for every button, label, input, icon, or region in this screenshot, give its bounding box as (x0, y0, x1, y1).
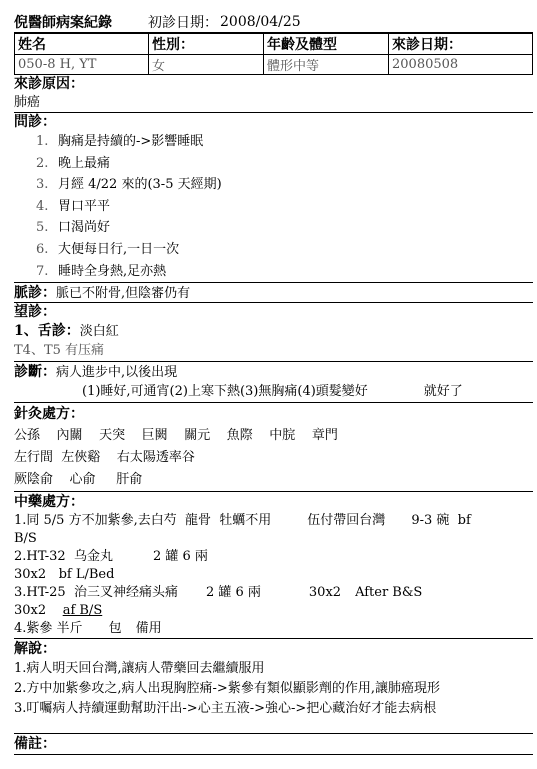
diagnosis-label: 診斷： (14, 364, 56, 381)
patient-info-table (14, 33, 533, 75)
herbal-line-3b: 30x2 af B/S (14, 603, 103, 619)
list-item: 4. 胃口平平 (36, 198, 111, 214)
herbal-line-4: 4.紫參 半斤 包 備用 (14, 621, 162, 637)
acupuncture-section (14, 403, 533, 492)
observation-label: 望診： (14, 304, 56, 321)
acupoint-row-3: 厥陰俞 心俞 肝俞 (14, 472, 143, 488)
explanation-section (14, 639, 533, 734)
list-item: 7. 睡時全身熱,足亦熱 (36, 263, 167, 279)
reason-value: 肺癌 (14, 95, 41, 110)
acupoint-row-2: 左行間 左俠谿 右太陽透率谷 (14, 450, 195, 466)
diagnosis-section (14, 362, 533, 403)
inquiry-section (14, 113, 533, 283)
record-header (14, 12, 533, 33)
explanation-line-2: 2.方中加紫參攻之,病人出現胸腔痛->紫參有類似顯影劑的作用,讓肺癌現形 (14, 681, 440, 697)
tongue-line (14, 321, 533, 341)
tenderness-note: T4、T5 有压痛 (14, 343, 105, 359)
pulse-section (14, 283, 533, 303)
tongue-value: 淡白紅 (79, 324, 119, 340)
name-value: 050-8 H, YT (15, 55, 149, 75)
record-title: 倪醫師病案紀錄 (14, 15, 112, 31)
inquiry-label: 問診： (14, 114, 56, 130)
herbal-line-2: 2.HT-32 乌金丸 2 罐 6 兩 (14, 549, 208, 565)
inquiry-list (14, 131, 533, 282)
visit-date-value: 20080508 (389, 55, 533, 75)
diagnosis-line2: (1)睡好,可通宵(2)上寒下熱(3)無胸痛(4)頭髮變好 (82, 384, 368, 400)
herbal-section (14, 492, 533, 639)
explanation-line-1: 1.病人明天回台灣,讓病人帶藥回去繼續服用 (14, 661, 265, 677)
sex-label: 性別： (149, 34, 264, 55)
name-label: 姓名 (15, 34, 149, 55)
remarks-label: 備註： (14, 736, 56, 753)
list-item: 6. 大便每日行,一日一次 (36, 241, 180, 257)
visit-date-label: 來診日期： (389, 34, 533, 55)
pulse-value: 脈已不附骨,但陰審仍有 (56, 286, 191, 302)
explanation-label: 解說： (14, 641, 56, 658)
age-build-label: 年齡及體型 (264, 34, 389, 55)
pulse-label: 脈診： (14, 285, 56, 302)
remarks-section (14, 734, 533, 755)
tongue-label: 1、舌診： (14, 323, 80, 340)
diagnosis-line1: 病人進步中,以後出現 (56, 365, 178, 381)
first-visit-date: 2008/04/25 (220, 14, 301, 30)
acupuncture-label: 針灸處方： (14, 406, 84, 423)
herbal-line-1b: B/S (14, 531, 37, 547)
list-item: 1. 胸痛是持續的->影響睡眠 (36, 134, 204, 149)
list-item: 3. 月經 4/22 來的(3-5 天經期) (36, 177, 222, 193)
explanation-line-3: 3.叮囑病人持續運動幫助汗出->心主五液->強心->把心藏治好才能去病根 (14, 701, 437, 717)
acupoint-row-1: 公孫 內關 天突 巨闕 關元 魚際 中脘 章門 (14, 428, 338, 444)
herbal-label: 中藥處方： (14, 494, 84, 511)
list-item: 2. 晚上最痛 (36, 155, 111, 171)
sex-value: 女 (149, 55, 264, 75)
list-item: 5. 口渴尚好 (36, 220, 111, 236)
herbal-line-3: 3.HT-25 治三叉神经痛头痛 2 罐 6 兩 30x2 After B&S (14, 585, 423, 601)
first-visit-label: 初診日期： (148, 15, 218, 31)
diagnosis-line2-tail: 就好了 (423, 384, 463, 400)
reason-label: 來診原因： (14, 76, 84, 92)
herbal-line-1: 1.同 5/5 方不加紫參,去白芍 龍骨 牡蠣不用 伍付帶回台灣 9-3 碗 bf (14, 513, 471, 529)
reason-section (14, 75, 533, 113)
herbal-line-2b: 30x2 bf L/Bed (14, 567, 115, 583)
age-build-value: 體形中等 (264, 55, 389, 75)
observation-section (14, 303, 533, 362)
case-record (14, 12, 533, 755)
